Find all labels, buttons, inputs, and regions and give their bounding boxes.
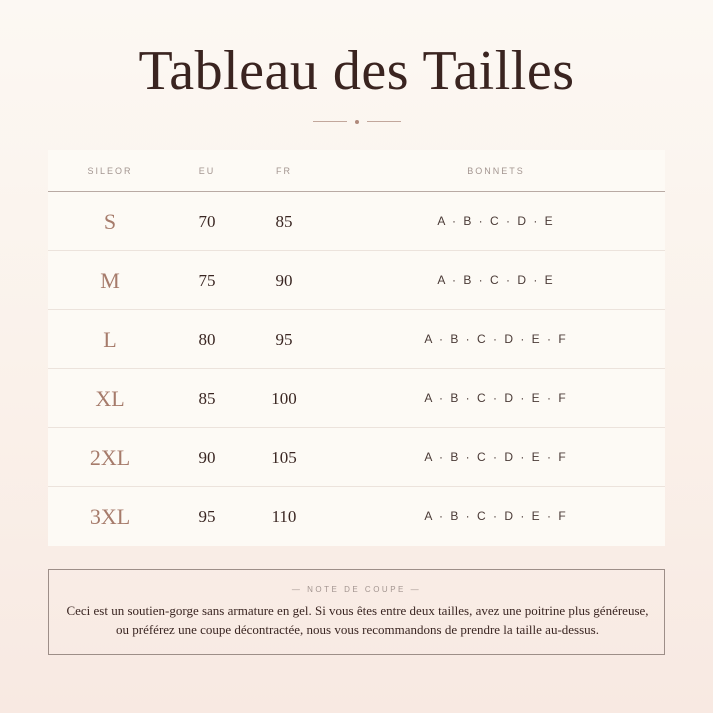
table-row [48, 369, 665, 428]
ornament-dot [355, 120, 359, 124]
table-row [48, 251, 665, 310]
size-cell: S [103, 209, 117, 234]
size-cell: XL [95, 386, 125, 411]
ornament-line-right [367, 121, 401, 122]
fit-note-box [48, 569, 665, 655]
page-title: Tableau des Tailles [138, 40, 575, 102]
eu-cell: 75 [198, 271, 216, 290]
size-cell: 2XL [89, 445, 131, 470]
fr-cell: 85 [275, 212, 293, 231]
header-fr: FR [276, 166, 292, 176]
note-text: Ceci est un soutien-gorge sans armature en gel. Si vous êtes entre deux tailles, avez une poitrine plus généreuse, ou préférez une coupe décontractée, nous vous recommandons de prendre la taille au-dessus. [66, 603, 649, 637]
eu-cell: 90 [198, 448, 216, 467]
fr-cell: 110 [271, 507, 297, 526]
eu-cell: 85 [198, 389, 216, 408]
size-cell: 3XL [89, 504, 131, 529]
size-chart-table [48, 150, 665, 546]
table-row [48, 192, 665, 251]
eu-cell: 70 [198, 212, 216, 231]
header-cups: BONNETS [467, 166, 525, 176]
fr-cell: 100 [271, 389, 297, 408]
eu-cell: 80 [198, 330, 216, 349]
cups-cell: A · B · C · D · E · F [424, 450, 568, 464]
fr-cell: 95 [275, 330, 293, 349]
cups-cell: A · B · C · D · E [437, 273, 555, 287]
table-row [48, 310, 665, 369]
cups-cell: A · B · C · D · E · F [424, 509, 568, 523]
fr-cell: 90 [275, 271, 293, 290]
title-ornament-divider [313, 120, 401, 124]
cups-cell: A · B · C · D · E · F [424, 391, 568, 405]
header-size: SILEOR [87, 166, 133, 176]
header-eu: EU [198, 166, 216, 176]
table-row [48, 428, 665, 487]
cups-cell: A · B · C · D · E [437, 214, 555, 228]
ornament-line-left [313, 121, 347, 122]
note-label: — NOTE DE COUPE — [291, 585, 422, 594]
eu-cell: 95 [198, 507, 216, 526]
fr-cell: 105 [271, 448, 297, 467]
table-row [48, 487, 665, 546]
size-cell: M [100, 268, 120, 293]
table-header-row [48, 150, 665, 192]
cups-cell: A · B · C · D · E · F [424, 332, 568, 346]
size-cell: L [103, 327, 117, 352]
